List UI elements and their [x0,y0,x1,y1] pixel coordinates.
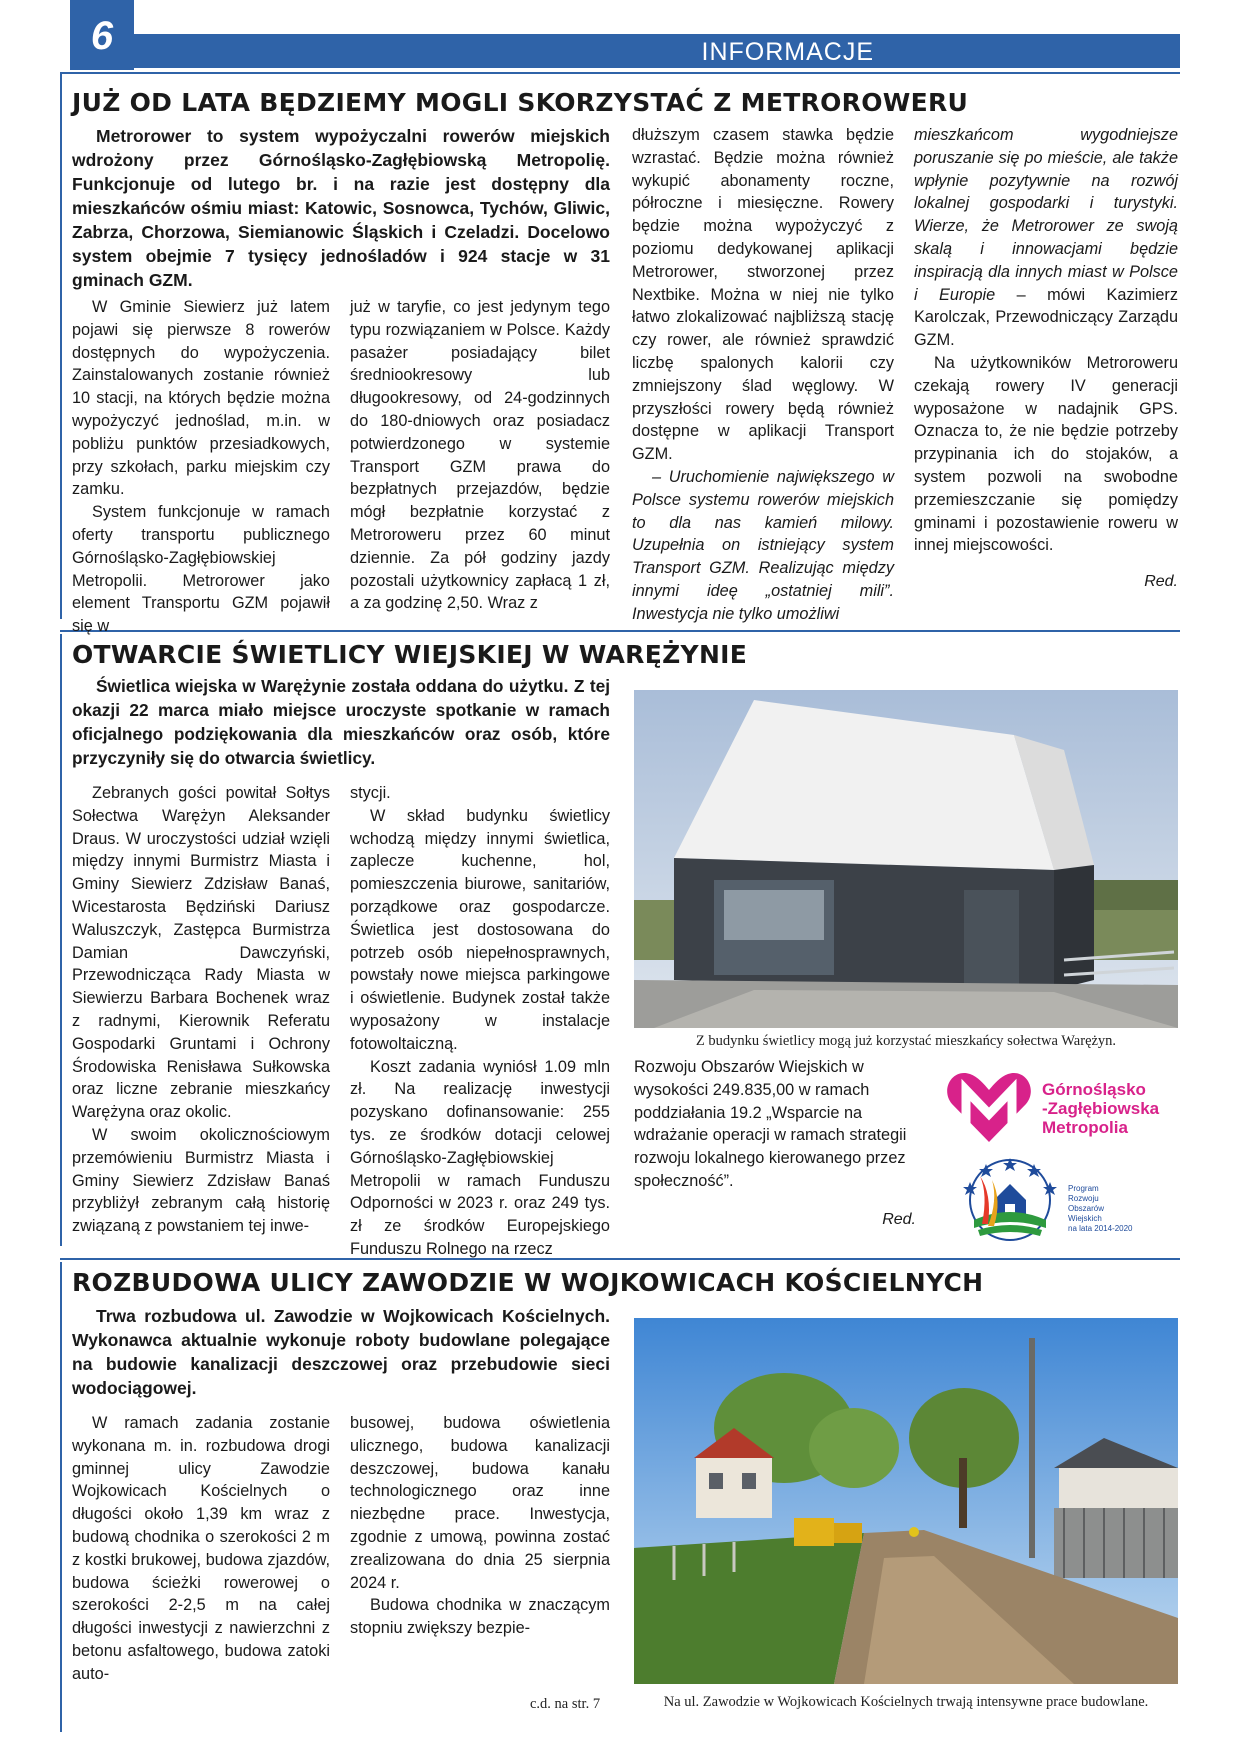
article1-col1-paragraph-1: W Gminie Siewierz już latem pojawi się pierwsze 8 rowerów dostępnych do wypożyczenia. Zainstalowanych zostanie również 10 stacji, na których będzie można wypożyczyć jednoślad, m.in. w pobliżu punktów przesiadkowych, przy szkołach, parku miejskim czy zamku. [72,298,330,499]
gzm-logo-line-3: Metropolia [1042,1118,1128,1137]
article1-col4-paragraph-2: Na użytkowników Metroroweru czekają rowery IV generacji wyposażone w nadajnik GPS. Oznacza to, że nie będzie potrzeby przypinania ich do stojaków, a system pozwoli na swobodne przemieszczanie się pomiędzy gminami i pozostawienie roweru w innej miejscowości. [914,353,1178,555]
article1-signature: Red. [1144,573,1178,591]
article2-col2-paragraph-2: Koszt zadania wyniósł 1.09 mln zł. Na realizację inwestycji pozyskano dofinansowanie: 255 tys. ze środków dotacji celowej Górnośląsko-Zagłębiowskiej Metropolii w ramach Funduszu Odporności w 2023 r. oraz 249 tys. zł ze środków Europejskiego Funduszu Rolnego na rzecz [350,1057,610,1258]
article1-col3-quote: – Uruchomienie największego w Polsce systemu rowerów miejskich to dla nas kamień milowy. Uzupełnia on istniejący system Transport GZM. Realizując między innymi ideę „ostatniej mili”. Inwestycja nie tylko umożliwi [632,467,894,623]
article2-lead: Świetlica wiejska w Warężynie została oddana do użytku. Z tej okazji 22 marca miało miejsce uroczyste spotkanie w ramach oficjalnego podziękowania dla mieszkańców oraz osób, które przyczyniły się do otwarcia świetlicy. [72,676,610,768]
article2-column-3 [634,1056,916,1232]
prow-emblem-icon [958,1154,1062,1242]
article3-top-rule [60,1258,1180,1260]
community-hall-illustration [634,690,1178,1028]
article1-column-2 [350,296,610,615]
gzm-logo-line-1: Górnośląsko [1042,1080,1146,1099]
article2-col2-paragraph-1: W skład budynku świetlicy wchodzą między innymi świetlica, zaplecze kuchenne, hol, pomieszczenia biurowe, sanitariów, porządkowe oraz gospodarcze. Świetlica jest dostosowana do potrzeb osób niepełnosprawnych, powstały nowe miejsca parkingowe i oświetlenie. Budynek został także wyposażony w instalacje fotowoltaiczną. [350,806,610,1053]
article1-column-1 [72,296,330,638]
gzm-logo-line-2: -Zagłębiowska [1042,1099,1160,1118]
article3-lead: Trwa rozbudowa ul. Zawodzie w Wojkowicach Kościelnych. Wykonawca aktualnie wykonuje roboty budowlane polegające na budowie kanalizacji deszczowej oraz przebudowie sieci wodociągowej. [72,1306,610,1398]
article3-photo-caption: Na ul. Zawodzie w Wojkowicach Kościelnych trwają intensywne prace budowlane. [663,1694,1149,1710]
article2-title: OTWARCIE ŚWIETLICY WIEJSKIEJ W WARĘŻYNIE [72,640,748,669]
article1-column-4 [914,124,1178,594]
article2-col1-paragraph-1: Zebranych gości powitał Sołtys Sołectwa Warężyn Aleksander Draus. W uroczystości udział wzięli między innymi Burmistrz Miasta i Gminy Siewierz Zdzisław Banaś, Wicestarosta Będziński Dariusz Waluszczyk, Zastępca Burmistrza Damian Dawczyński, Przewodnicząca Rady Miasta w Siewierzu Barbara Bochenek wraz z radnymi, Kierownik Referatu Gospodarki Gruntami i Ochrony Środowiska Renisława Sułkowska oraz liczne zebranie mieszkańcy Warężyna oraz okolic. [72,784,330,1122]
section-bar [134,34,1180,68]
article3-left-rule [60,1262,62,1732]
road-construction-illustration [634,1318,1178,1684]
article1-column-3 [632,124,894,626]
article2-col1-paragraph-2: W swoim okolicznościowym przemówieniu Burmistrz Miasta i Gminy Siewierz Zdzisław Banaś przybliżył zebranym całą historię związaną z powstaniem tej inwe- [72,1125,330,1236]
prow-logo-line-1: Program [1068,1184,1099,1193]
article1-col4-attribution: – mówi Kazimierz Karolczak, Przewodniczący Zarządu GZM. [914,285,1178,350]
prow-logo-line-5: na lata 2014-2020 [1068,1224,1133,1233]
gzm-heart-m-icon [944,1064,1034,1148]
article1-title: JUŻ OD LATA BĘDZIEMY MOGLI SKORZYSTAĆ Z METROROWERU [72,88,969,117]
prow-logo-line-4: Wiejskich [1068,1214,1102,1223]
continued-note: c.d. na str. 7 [530,1696,601,1712]
article3-column-1 [72,1412,330,1686]
article3-col1-paragraph-1: W ramach zadania zostanie wykonana m. in. rozbudowa drogi gminnej ulicy Zawodzie Wojkowicach Kościelnych o długości około 1,39 km wraz z budową chodnika o szerokości 2 m z kostki brukowej, budowa zjazdów, budowa ścieżki rowerowej o szerokości 2-2,5 m na całej długości inwestycji z nawierzchni z betonu asfaltowego, budowa zatoki auto- [72,1414,330,1683]
prow-logo-text [1068,1184,1133,1234]
article1-col3-paragraph-1: dłuższym czasem stawka będzie wzrastać. Będzie można również wykupić abonamenty roczne, półroczne i miesięczne. Rowery będzie można wypożyczyć z poziomu dedykowanej aplikacji Metrorower, stworzonej przez Nextbike. Można w niej nie tylko łatwo zlokalizować najbliższą stację czy rower, ale również sprawdzić liczbę spalonych kalorii czy zmniejszony ślad węglowy. W przyszłości rowery będą również dostępne w aplikacji Transport GZM. [632,126,894,464]
prow-logo [958,1154,1138,1242]
photo-road-construction [634,1318,1178,1684]
gzm-logo-text [1042,1080,1159,1137]
article2-signature: Red. [882,1210,916,1228]
gzm-logo [944,1064,1180,1148]
article3-column-2 [350,1412,610,1640]
photo-community-hall [634,690,1178,1028]
article1-col2-paragraph-1: już w taryfie, co jest jedynym tego typu rozwiązaniem w Polsce. Każdy pasażer posiadający bilet średniookresowy lub długookresowy, od 24-godzinnych do 180-dniowych oraz posiadacz potwierdzonego w systemie Transport GZM prawa do bezpłatnych przejazdów, będzie mógł bezpłatnie korzystać z Metroroweru przez 60 minut dziennie. Za pół godziny jazdy pozostali użytkownicy zapłacą 1 zł, a za godzinę 2,50. Wraz z [350,298,610,613]
article3-title: ROZBUDOWA ULICY ZAWODZIE W WOJKOWICACH KOŚCIELNYCH [72,1268,984,1297]
article3-col2-paragraph-1: busowej, budowa oświetlenia ulicznego, budowa kanalizacji deszczowej, budowa kanału technologicznego oraz inne niezbędne prace. Inwestycja, zgodnie z umową, powinna zostać zrealizowana do dnia 25 sierpnia 2024 r. [350,1414,610,1592]
header-rule [60,72,1180,74]
prow-logo-line-2: Rozwoju [1068,1194,1099,1203]
article2-photo-caption: Z budynku świetlicy mogą już korzystać mieszkańcy sołectwa Warężyn. [695,1033,1117,1049]
article1-col1-paragraph-2: System funkcjonuje w ramach oferty transportu publicznego Górnośląsko-Zagłębiowskiej Metropolii. Metrorower jako element Transportu GZM pojawił się w [72,503,330,636]
article2-col2-paragraph-0: stycji. [350,784,391,802]
section-title: INFORMACJE [701,38,874,66]
article2-col3-paragraph-1: Rozwoju Obszarów Wiejskich w wysokości 249.835,00 w ramach poddziałania 19.2 „Wsparcie na wdrażanie operacji w ramach strategii rozwoju lokalnego kierowanego przez społeczność”. [634,1058,907,1190]
article1-col4-quote: mieszkańcom wygodniejsze poruszanie się po mieście, ale także wpłynie pozytywnie na rozwój lokalnej gospodarki i turystyki. Wierze, że Metrorower ze swoją skalą i innowacjami będzie inspiracją dla innych miast w Polsce i Europie [914,126,1178,304]
article1-lead: Metrorower to system wypożyczalni rowerów miejskich wdrożony przez Górnośląsko-Zagłębiowską Metropolię. Funkcjonuje od lutego br. i na razie jest dostępny dla mieszkańców ośmiu miast: Katowic, Sosnowca, Tychów, Gliwic, Zabrza, Chorzowa, Siemianowic Śląskich i Czeladzi. Docelowo system obejmie 7 tysięcy jednośladów i 924 stacje w 31 gminach GZM. [72,126,610,290]
article2-column-2 [350,782,610,1261]
article3-col2-paragraph-2: Budowa chodnika w znaczącym stopniu zwiększy bezpie- [350,1596,610,1638]
page-number: 6 [90,14,114,58]
article1-left-rule [60,74,62,619]
page-number-box [70,0,134,70]
article2-column-1 [72,782,330,1238]
article2-left-rule [60,634,62,1246]
prow-logo-line-3: Obszarów [1068,1204,1105,1213]
